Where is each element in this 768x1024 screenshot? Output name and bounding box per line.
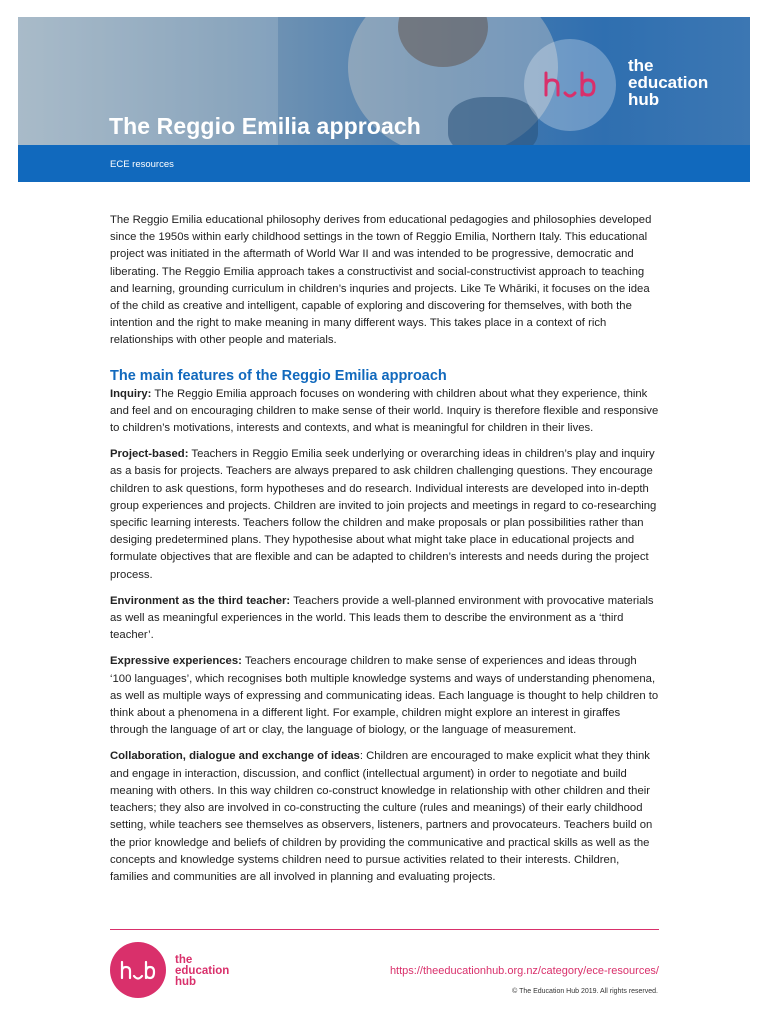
page-title: The Reggio Emilia approach <box>109 113 421 139</box>
resources-link[interactable]: https://theeducationhub.org.nz/category/ece-resources/ <box>389 965 659 977</box>
feature-text: : Children are encouraged to make explicit what they think and engage in interaction, discussion, and conflict (intellectual argument) in order to negotiate and build meaning with others. In this way children co-construct knowledge in relationship with other children and their teachers; they also are involved in co-constructing the culture (rules and meanings) of their early childhood setting, while teachers see themselves as observers, listeners, partners and provocateurs. Teachers build on the prior knowledge and beliefs of children by providing the communicative and practical skills as well as the concepts and knowledge systems children need to pursue activities related to their interests. Children, families and communities are all involved in planning and evaluating projects. <box>110 750 653 883</box>
feature-text: Teachers encourage children to make sense of experiences and ideas through ‘100 languages’, which recognises both multiple knowledge systems and ways of understanding phenomena, as well as multiple ways of expressing and communicating ideas. Each language is thought to help children to think about a phenomena in a different light. For example, children might explore an interest in giraffes through the language of art or clay, the language of biology, or the language of measurement. <box>110 655 659 737</box>
feature-label: Expressive experiences: <box>110 655 242 668</box>
hub-logo-icon <box>524 39 616 131</box>
logo-word: hub <box>628 90 660 109</box>
article-body <box>110 212 660 895</box>
footer-divider <box>110 929 659 930</box>
feature-paragraph <box>110 748 660 886</box>
logo-word: hub <box>175 976 197 988</box>
feature-label: Project-based: <box>110 448 189 461</box>
logo-word: education <box>628 73 709 92</box>
header-banner <box>18 17 750 145</box>
intro-paragraph: The Reggio Emilia educational philosophy derives from educational pedagogies and philosophies developed since the 1950s within early childhood settings in the town of Reggio Emilia, Northern Italy. This educational project was initiated in the aftermath of World War II and was intended to be progressive, democratic and liberating. The Reggio Emilia approach takes a constructivist and social-constructivist approach to teaching and learning, grounding curriculum in children’s inquries and projects. Like Te Whāriki, it focuses on the idea of the child as creative and intelligent, capable of exploring and discovering for themselves, with both the intention and the right to make meaning in many different ways. This takes place in a context of rich relationships with other people and materials. <box>110 214 652 347</box>
feature-paragraph <box>110 653 660 739</box>
feature-paragraph <box>110 386 660 438</box>
footer-hub-logo-icon <box>110 942 166 998</box>
footer-logo-text <box>175 955 229 988</box>
feature-text: Teachers provide a well-planned environment with provocative materials as well as meaningful experiences in the world. This leads them to describe the environment as a ‘third teacher’. <box>110 594 654 642</box>
feature-label: Inquiry: <box>110 387 152 400</box>
feature-paragraph <box>110 446 660 584</box>
section-heading: The main features of the Reggio Emilia approach <box>110 367 447 384</box>
feature-label: Collaboration, dialogue and exchange of ideas <box>110 750 360 763</box>
logo-word: education <box>175 965 230 977</box>
category-label: ECE resources <box>110 159 174 170</box>
category-bar <box>18 145 750 182</box>
logo-word: the <box>175 954 193 966</box>
header-logo-text <box>628 57 708 108</box>
feature-text: Teachers in Reggio Emilia seek underlying or overarching ideas in children’s play and inquiry as a basis for projects. Teachers are always prepared to ask children challenging questions. They encourage children to ask questions, form hypotheses and do research. Individual interests are developed into in-depth group experiences and projects. Children are invited to join projects and meetings in regard to co-researching specific learning interests. Teachers follow the children and make proposals or plan possibilities rather than desiging predetermined plans. They hypothesise about what might take place in educational projects and formulate objectives that are flexible and can be adapted to children’s interests and needs during the project process. <box>110 448 657 581</box>
feature-paragraph <box>110 593 660 645</box>
logo-word: the <box>628 56 654 75</box>
feature-label: Environment as the third teacher: <box>110 594 291 607</box>
copyright-notice: © The Education Hub 2019. All rights reserved. <box>512 988 658 995</box>
feature-text: The Reggio Emilia approach focuses on wondering with children about what they experience, think and feel and on encouraging children to make sense of their world. Inquiry is therefore flexible and responsive to children’s motivations, interests and contexts, and what is meaningful for children in their lives. <box>110 387 659 435</box>
